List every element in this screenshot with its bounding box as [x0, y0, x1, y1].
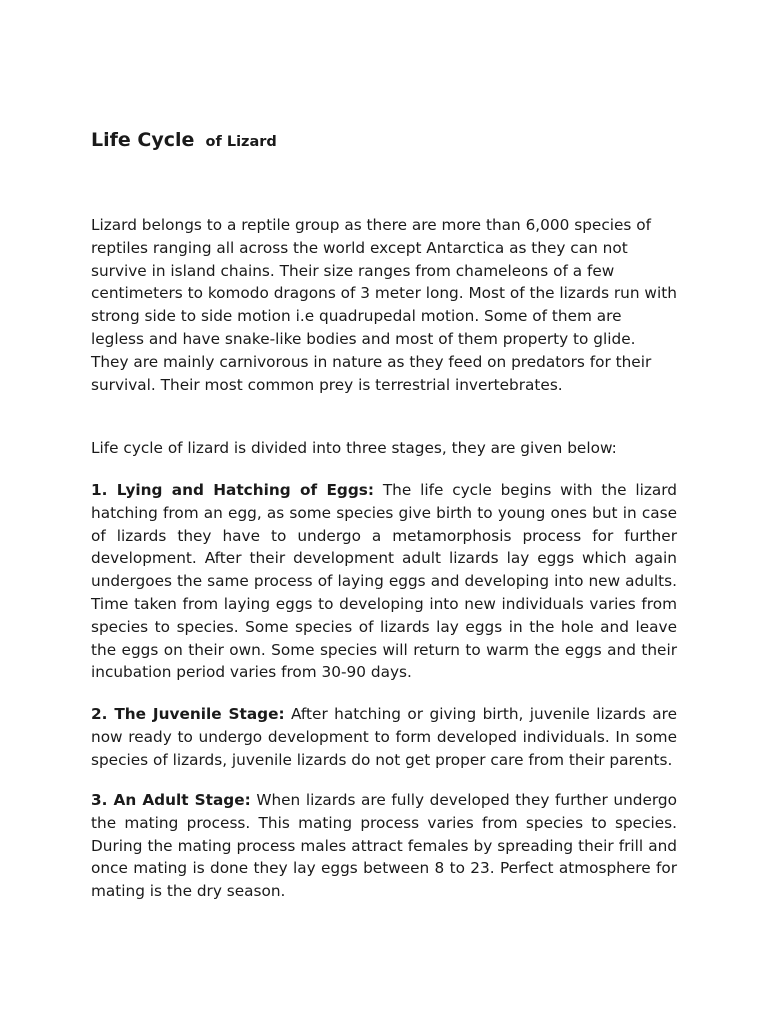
stage-2-label: 2. The Juvenile Stage: [91, 705, 285, 723]
intro-paragraph: Lizard belongs to a reptile group as there are more than 6,000 species of reptiles ranging all across the world except Antarctica as they can not survive in island chains. Their size ranges from chameleons of a few centimeters to komodo dragons of 3 meter long. Most of the lizards run with strong side to side motion i.e quadrupedal motion. Some of them are legless and have snake-like bodies and most of them property to glide. They are mainly carnivorous in nature as they feed on predators for their survival. Their most common prey is terrestrial invertebrates. [91, 216, 677, 394]
stage-3-paragraph [91, 789, 677, 903]
title-sub: of Lizard [205, 134, 277, 150]
stage-2-text: After hatching or giving birth, juvenile lizards are now ready to undergo development to form developed individuals. In some species of lizards, juvenile lizards do not get proper care from their parents. [91, 705, 678, 769]
document-title [91, 116, 277, 154]
stage-3-text: When lizards are fully developed they further undergo the mating process. This mating process varies from species to species. During the mating process males attract females by spreading their frill and once mating is done they lay eggs between 8 to 23. Perfect atmosphere for mating is the dry season. [91, 791, 677, 901]
title-main: Life Cycle [91, 129, 195, 151]
stage-2-paragraph [91, 703, 677, 771]
stages-lead-paragraph: Life cycle of lizard is divided into three stages, they are given below: [91, 439, 617, 457]
stage-1-text: The life cycle begins with the lizard hatching from an egg, as some species give birth to young ones but in case of lizards they have to undergo a metamorphosis process for further development. After their development adult lizards lay eggs which again undergoes the same process of laying eggs and developing into new adults. Time taken from laying eggs to developing into new individuals varies from species to species. Some species of lizards lay eggs in the hole and leave the eggs on their own. Some species will return to warm the eggs and their incubation period varies from 30-90 days. [91, 481, 677, 682]
stage-1-paragraph [91, 479, 677, 684]
document-page [91, 0, 677, 1024]
stage-1-label: 1. Lying and Hatching of Eggs: [91, 481, 375, 499]
stage-3-label: 3. An Adult Stage: [91, 791, 251, 809]
